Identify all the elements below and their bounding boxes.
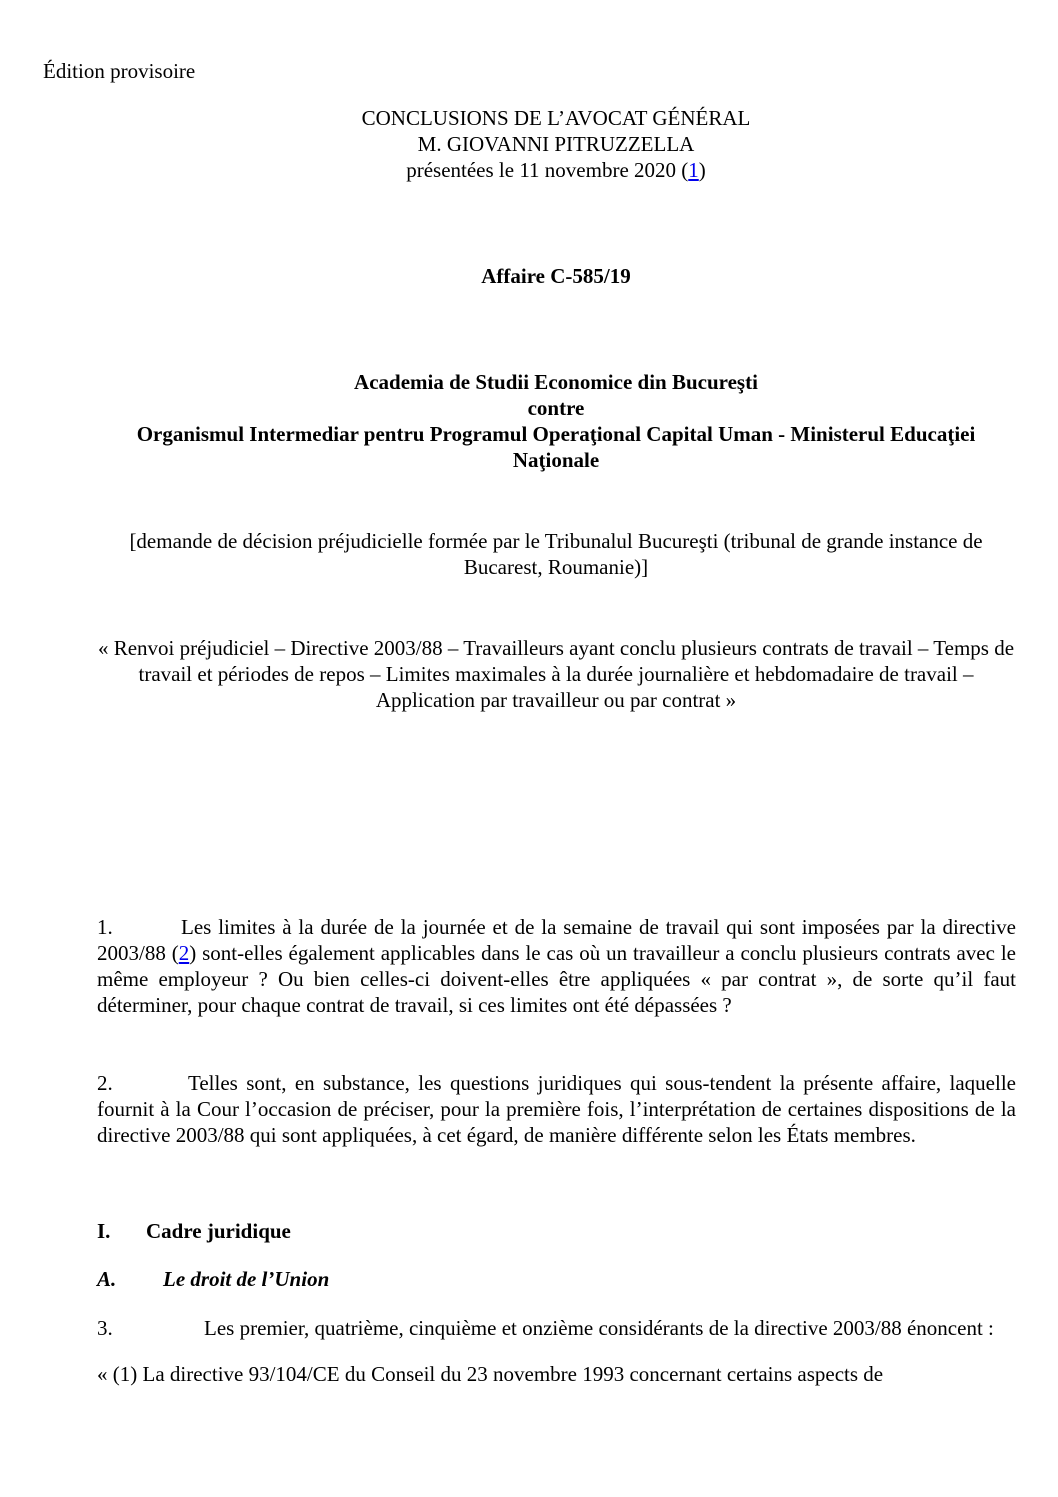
delivery-date-close: ) (698, 158, 706, 182)
footnote-link-1[interactable]: 1 (688, 158, 699, 182)
section-title: Cadre juridique (146, 1219, 291, 1243)
delivery-date-text: présentées le 11 novembre 2020 ( (406, 158, 689, 182)
delivery-date (96, 157, 1016, 183)
section-number: I. (97, 1219, 111, 1243)
advocate-general-name: M. GIOVANNI PITRUZZELLA (417, 132, 695, 156)
defendant: Organismul Intermediar pentru Programul Operaţional Capital Uman - Ministerul Educaţiei Naţionale (136, 422, 976, 472)
paragraph-text: Telles sont, en substance, les questions juridiques qui sous‑tendent la présente affaire, laquelle fournit à la Cour l’occasion de préciser, pour la première fois, l’interprétation de certaines dispositions de la directive 2003/88 qui sont appliquées, à cet égard, de manière différente selon les États membres. (97, 1071, 1016, 1147)
parties-block (96, 369, 1016, 473)
paragraph-3 (97, 1315, 1016, 1341)
preliminary-ruling-request: [demande de décision préjudicielle formée par le Tribunalul Bucureşti (tribunal de grande instance de Bucarest, Roumanie)] (129, 529, 983, 579)
case-number: Affaire C‑585/19 (481, 264, 631, 288)
paragraph-text: Les limites à la durée de la journée et de la semaine de travail qui sont imposées par la directive 2003/88 ( (97, 915, 1016, 965)
paragraph-text-cont: ) sont-elles également applicables dans le cas où un travailleur a conclu plusieurs contrats avec le même employeur ? Ou bien celles‑ci doivent-elles être appliquées « par contrat », de sorte qu’il faut déterminer, pour chaque contrat de travail, si ces limites ont été dépassées ? (97, 941, 1016, 1017)
paragraph-number: 1. (97, 915, 113, 939)
versus: contre (527, 396, 585, 420)
paragraph-number: 3. (97, 1316, 113, 1340)
paragraph-number: 2. (97, 1071, 113, 1095)
paragraph-2 (97, 1070, 1016, 1148)
subsection-number: A. (97, 1267, 117, 1291)
applicant: Academia de Studii Economice din Bucureşti (354, 370, 758, 394)
heading-title: CONCLUSIONS DE L’AVOCAT GÉNÉRAL (361, 106, 751, 130)
keywords: « Renvoi préjudiciel – Directive 2003/88 – Travailleurs ayant conclu plusieurs contrats de travail – Temps de travail et périodes de repos – Limites maximales à la durée journalière et hebdomadaire de travail – Application par travailleur ou par contrat » (97, 636, 1015, 712)
paragraph-1 (97, 914, 1016, 1018)
footnote-link-2[interactable]: 2 (178, 941, 190, 965)
quoted-recital: « (1) La directive 93/104/CE du Conseil du 23 novembre 1993 concernant certains aspects de (97, 1362, 884, 1386)
section-heading (97, 1218, 291, 1244)
subsection-heading (97, 1266, 329, 1292)
opinion-heading (96, 105, 1016, 183)
edition-label: Édition provisoire (43, 59, 196, 83)
paragraph-text: Les premier, quatrième, cinquième et onzième considérants de la directive 2003/88 énoncent : (204, 1316, 994, 1340)
subsection-title: Le droit de l’Union (163, 1267, 330, 1291)
